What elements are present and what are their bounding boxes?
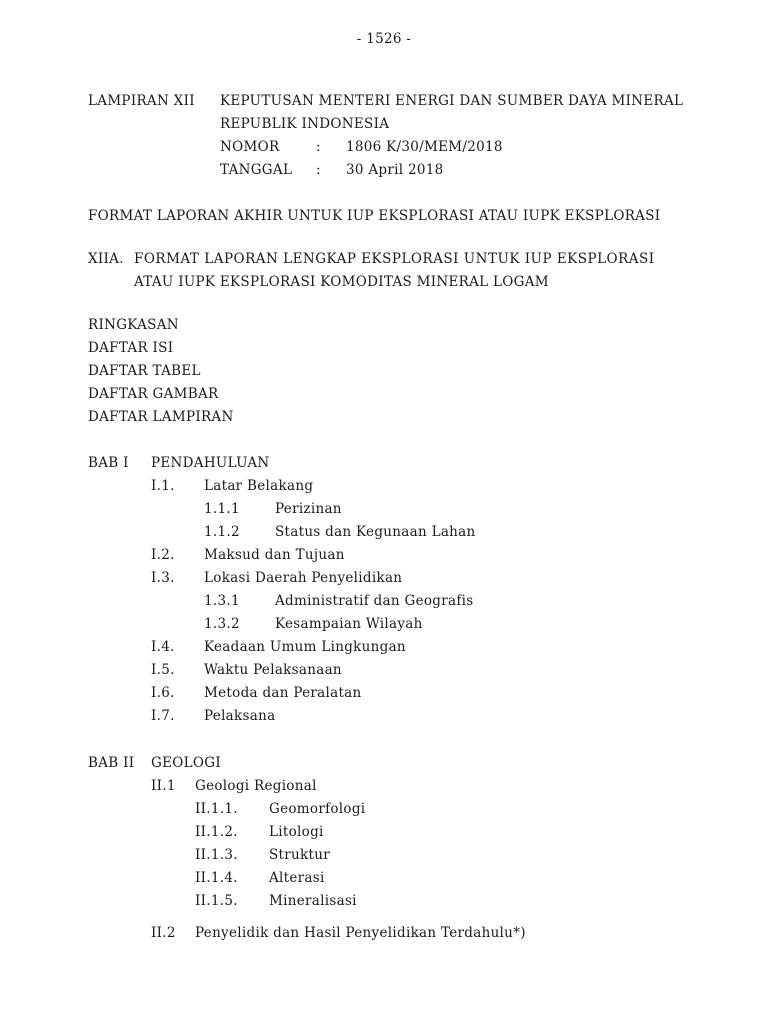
section-title-line1: FORMAT LAPORAN LENGKAP EKSPLORASI UNTUK IUP EKSPLORASI: [134, 251, 655, 267]
toc-entry: Administratif dan Geografis: [275, 593, 474, 609]
toc-entry: Perizinan: [275, 501, 342, 517]
toc-entry: Penyelidik dan Hasil Penyelidikan Terdahulu*): [195, 925, 526, 941]
lampiran-label: LAMPIRAN XII: [88, 93, 195, 109]
section-code: XIIA.: [88, 251, 124, 267]
toc-number: II.1.2.: [195, 824, 238, 840]
toc-number: I.5.: [151, 662, 175, 678]
front-matter-daftar-isi: DAFTAR ISI: [88, 340, 174, 356]
front-matter-daftar-lampiran: DAFTAR LAMPIRAN: [88, 409, 234, 425]
toc-number: 1.3.1: [204, 593, 240, 609]
toc-entry: Alterasi: [269, 870, 325, 886]
toc-number: I.2.: [151, 547, 175, 563]
toc-number: 1.3.2: [204, 616, 240, 632]
toc-entry: Kesampaian Wilayah: [275, 616, 423, 632]
toc-number: I.1.: [151, 478, 175, 494]
toc-number: I.7.: [151, 708, 175, 724]
toc-entry: Lokasi Daerah Penyelidikan: [204, 570, 403, 586]
toc-entry: Litologi: [269, 824, 324, 840]
nomor-separator: :: [316, 139, 321, 155]
front-matter-daftar-gambar: DAFTAR GAMBAR: [88, 386, 219, 402]
page-number: - 1526 -: [356, 31, 412, 47]
toc-entry: Maksud dan Tujuan: [204, 547, 345, 563]
tanggal-separator: :: [316, 162, 321, 178]
nomor-value: 1806 K/30/MEM/2018: [346, 139, 503, 155]
nomor-label: NOMOR: [220, 139, 280, 155]
toc-entry: Geomorfologi: [269, 801, 366, 817]
toc-entry: Metoda dan Peralatan: [204, 685, 362, 701]
toc-number: II.1.3.: [195, 847, 238, 863]
tanggal-label: TANGGAL: [220, 162, 293, 178]
toc-entry: Mineralisasi: [269, 893, 357, 909]
header-title-line2: REPUBLIK INDONESIA: [220, 116, 390, 132]
toc-entry: Geologi Regional: [195, 778, 317, 794]
toc-number: 1.1.1: [204, 501, 240, 517]
toc-number: II.1.1.: [195, 801, 238, 817]
toc-number: 1.1.2: [204, 524, 240, 540]
toc-number: II.2: [151, 925, 176, 941]
bab2-label: BAB II: [88, 755, 135, 771]
front-matter-ringkasan: RINGKASAN: [88, 317, 179, 333]
toc-number: I.6.: [151, 685, 175, 701]
toc-entry: Status dan Kegunaan Lahan: [275, 524, 476, 540]
doc-title: FORMAT LAPORAN AKHIR UNTUK IUP EKSPLORASI ATAU IUPK EKSPLORASI: [88, 208, 661, 224]
tanggal-value: 30 April 2018: [346, 162, 444, 178]
bab1-label: BAB I: [88, 455, 129, 471]
bab2-title: GEOLOGI: [151, 755, 221, 771]
toc-number: II.1: [151, 778, 176, 794]
toc-entry: Keadaan Umum Lingkungan: [204, 639, 406, 655]
front-matter-daftar-tabel: DAFTAR TABEL: [88, 363, 201, 379]
toc-number: I.4.: [151, 639, 175, 655]
toc-number: I.3.: [151, 570, 175, 586]
toc-entry: Waktu Pelaksanaan: [204, 662, 342, 678]
toc-number: II.1.4.: [195, 870, 238, 886]
toc-entry: Latar Belakang: [204, 478, 314, 494]
header-title-line1: KEPUTUSAN MENTERI ENERGI DAN SUMBER DAYA MINERAL: [220, 93, 684, 109]
section-title-line2: ATAU IUPK EKSPLORASI KOMODITAS MINERAL LOGAM: [134, 274, 549, 290]
toc-entry: Pelaksana: [204, 708, 276, 724]
toc-entry: Struktur: [269, 847, 330, 863]
toc-number: II.1.5.: [195, 893, 238, 909]
bab1-title: PENDAHULUAN: [151, 455, 270, 471]
